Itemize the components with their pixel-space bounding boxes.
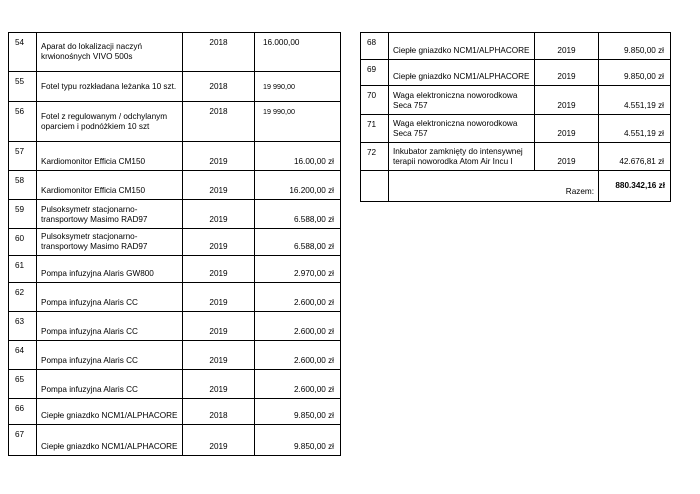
item-year: 2019	[183, 256, 255, 283]
item-price: 19 990,00	[255, 72, 341, 102]
row-number: 55	[9, 72, 37, 102]
row-number: 67	[9, 425, 37, 456]
row-number: 66	[9, 399, 37, 425]
table-row	[9, 425, 341, 456]
item-year: 2019	[535, 143, 599, 171]
item-price: 9.850,00 zł	[599, 33, 671, 60]
item-year: 2018	[183, 399, 255, 425]
item-price: 16.200,00 zł	[255, 171, 341, 200]
table-row	[9, 341, 341, 370]
item-name: Inkubator zamknięty do intensywnej terapii noworodka Atom Air Incu I	[389, 143, 535, 171]
table-row	[361, 115, 671, 143]
total-value: 880.342,16 zł	[599, 171, 671, 202]
item-price: 2.600,00 zł	[255, 312, 341, 341]
row-number: 70	[361, 86, 389, 115]
row-number: 54	[9, 33, 37, 72]
item-year: 2019	[183, 171, 255, 200]
table-row	[9, 256, 341, 283]
table-row	[9, 33, 341, 72]
item-name: Ciepłe gniazdko NCM1/ALPHACORE	[389, 60, 535, 86]
item-price: 9.850,00 zł	[599, 60, 671, 86]
item-year: 2018	[183, 72, 255, 102]
total-empty-cell	[361, 171, 389, 202]
row-number: 59	[9, 200, 37, 229]
table-row	[361, 86, 671, 115]
item-year: 2019	[183, 425, 255, 456]
table-row	[9, 229, 341, 256]
table-row	[9, 102, 341, 142]
item-price: 6.588,00 zł	[255, 229, 341, 256]
item-name: Pulsoksymetr stacjonarno-transportowy Masimo RAD97	[37, 229, 183, 256]
item-name: Ciepłe gniazdko NCM1/ALPHACORE	[389, 33, 535, 60]
row-number: 69	[361, 60, 389, 86]
item-name: Kardiomonitor Efficia CM150	[37, 142, 183, 171]
row-number: 64	[9, 341, 37, 370]
item-year: 2019	[183, 229, 255, 256]
table-row	[9, 399, 341, 425]
table-row	[9, 283, 341, 312]
item-name: Ciepłe gniazdko NCM1/ALPHACORE	[37, 425, 183, 456]
item-name: Pompa infuzyjna Alaris GW800	[37, 256, 183, 283]
item-name: Pompa infuzyjna Alaris CC	[37, 312, 183, 341]
item-price: 42.676,81 zł	[599, 143, 671, 171]
row-number: 63	[9, 312, 37, 341]
item-price: 6.588,00 zł	[255, 200, 341, 229]
item-name: Pompa infuzyjna Alaris CC	[37, 341, 183, 370]
row-number: 61	[9, 256, 37, 283]
equipment-table-left	[8, 32, 341, 456]
item-price: 19 990,00	[255, 102, 341, 142]
table-row	[361, 143, 671, 171]
item-name: Kardiomonitor Efficia CM150	[37, 171, 183, 200]
item-price: 9.850,00 zł	[255, 399, 341, 425]
row-number: 62	[9, 283, 37, 312]
item-year: 2019	[183, 142, 255, 171]
item-year: 2018	[183, 102, 255, 142]
item-price: 2.600,00 zł	[255, 370, 341, 399]
item-year: 2019	[183, 283, 255, 312]
item-name: Ciepłe gniazdko NCM1/ALPHACORE	[37, 399, 183, 425]
item-year: 2019	[535, 60, 599, 86]
item-price: 2.600,00 zł	[255, 341, 341, 370]
item-year: 2019	[183, 370, 255, 399]
table-row	[361, 60, 671, 86]
item-year: 2018	[183, 33, 255, 72]
row-number: 71	[361, 115, 389, 143]
row-number: 56	[9, 102, 37, 142]
total-row	[361, 171, 671, 202]
equipment-table-right	[360, 32, 671, 202]
item-name: Aparat do lokalizacji naczyń krwionośnych VIVO 500s	[37, 33, 183, 72]
item-name: Pompa infuzyjna Alaris CC	[37, 283, 183, 312]
item-name: Pompa infuzyjna Alaris CC	[37, 370, 183, 399]
item-price: 16.000,00	[255, 33, 341, 72]
table-row	[9, 72, 341, 102]
table-row	[9, 312, 341, 341]
table-row	[361, 33, 671, 60]
item-name: Fotel z regulowanym / odchylanym oparciem i podnóżkiem 10 szt	[37, 102, 183, 142]
item-year: 2019	[535, 33, 599, 60]
row-number: 72	[361, 143, 389, 171]
item-year: 2019	[535, 86, 599, 115]
item-year: 2019	[183, 200, 255, 229]
item-name: Waga elektroniczna noworodkowa Seca 757	[389, 86, 535, 115]
item-name: Fotel typu rozkładana leżanka 10 szt.	[37, 72, 183, 102]
item-price: 4.551,19 zł	[599, 115, 671, 143]
table-row	[9, 370, 341, 399]
item-year: 2019	[183, 341, 255, 370]
total-label: Razem:	[389, 171, 599, 202]
table-row	[9, 200, 341, 229]
item-price: 16.00,00 zł	[255, 142, 341, 171]
item-price: 2.970,00 zł	[255, 256, 341, 283]
row-number: 60	[9, 229, 37, 256]
table-row	[9, 142, 341, 171]
item-price: 9.850,00 zł	[255, 425, 341, 456]
table-row	[9, 171, 341, 200]
item-name: Waga elektroniczna noworodkowa Seca 757	[389, 115, 535, 143]
row-number: 57	[9, 142, 37, 171]
item-year: 2019	[535, 115, 599, 143]
item-name: Pulsoksymetr stacjonarno-transportowy Masimo RAD97	[37, 200, 183, 229]
row-number: 68	[361, 33, 389, 60]
row-number: 65	[9, 370, 37, 399]
item-price: 2.600,00 zł	[255, 283, 341, 312]
item-year: 2019	[183, 312, 255, 341]
row-number: 58	[9, 171, 37, 200]
item-price: 4.551,19 zł	[599, 86, 671, 115]
